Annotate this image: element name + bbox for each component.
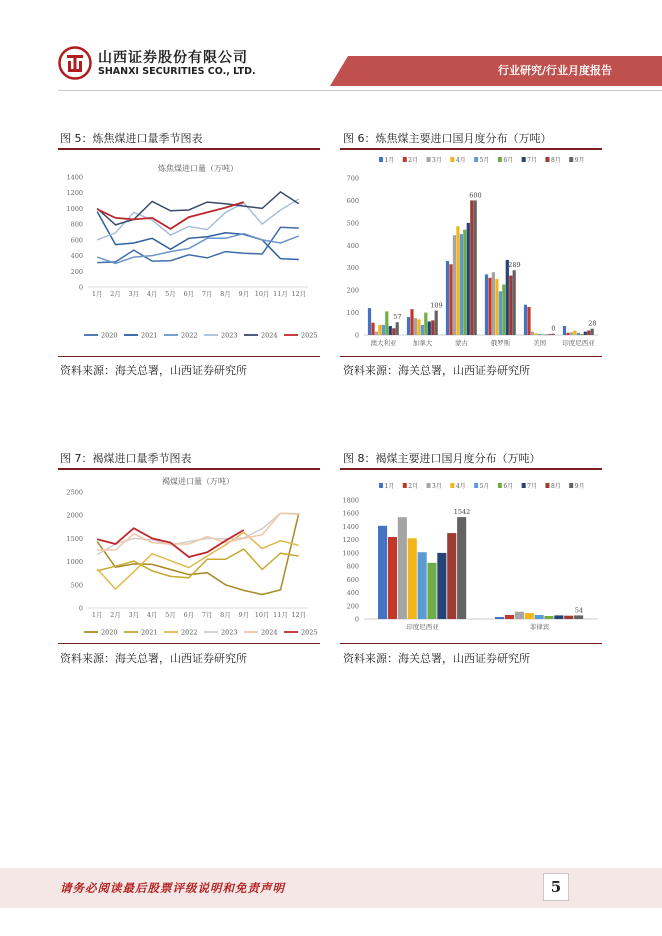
fig8-ytick-label: 400 bbox=[346, 589, 359, 598]
fig7-ytick-label: 1500 bbox=[66, 534, 83, 543]
fig5-legend-label: 2023 bbox=[221, 331, 238, 340]
fig6-bar-5月 bbox=[499, 291, 502, 335]
fig6-bar-8月 bbox=[392, 328, 395, 335]
fig5-xtick-label: 3月 bbox=[128, 290, 140, 298]
fig8-ytick-label: 0 bbox=[354, 615, 359, 624]
fig6-bar-6月 bbox=[541, 334, 544, 335]
fig8-legend-label: 9月 bbox=[574, 483, 585, 490]
fig6-bar-7月 bbox=[467, 223, 470, 335]
fig8-legend-label: 5月 bbox=[479, 483, 490, 490]
fig6-ytick-label: 700 bbox=[346, 174, 359, 183]
fig6-bar-2月 bbox=[410, 309, 413, 335]
fig5-ytick-label: 400 bbox=[70, 252, 83, 261]
fig6-bar-5月 bbox=[421, 325, 424, 335]
fig5-xtick-label: 2月 bbox=[110, 290, 121, 298]
fig7-xtick-label: 10月 bbox=[254, 611, 270, 619]
fig8-legend-swatch bbox=[522, 483, 526, 488]
fig6-bar-5月 bbox=[538, 334, 541, 335]
fig6-legend-label: 5月 bbox=[479, 157, 490, 164]
fig6-bar-1月 bbox=[368, 308, 371, 335]
fig5-xtick-label: 6月 bbox=[183, 290, 195, 298]
fig8-bar-8月 bbox=[447, 533, 456, 619]
fig5-ytick-label: 600 bbox=[70, 236, 83, 245]
fig6-bar-3月 bbox=[492, 272, 495, 335]
footer-disclaimer-link[interactable]: 请务必阅读最后股票评级说明和免责声明 bbox=[60, 881, 285, 895]
fig8-legend-label: 7月 bbox=[527, 483, 537, 490]
fig6-bar-3月 bbox=[570, 332, 573, 335]
fig8-legend-swatch bbox=[569, 483, 573, 488]
fig7-top-rule bbox=[58, 468, 320, 470]
fig6-ytick-label: 100 bbox=[346, 309, 359, 318]
fig6-bar-3月 bbox=[414, 318, 417, 335]
fig8-legend-swatch bbox=[450, 483, 454, 488]
fig5-xtick-label: 7月 bbox=[201, 290, 213, 298]
fig6-bar-1月 bbox=[524, 305, 527, 335]
fig6-data-label: 109 bbox=[430, 301, 443, 310]
fig8-legend-swatch bbox=[545, 483, 549, 488]
fig6-bar-8月 bbox=[587, 331, 590, 336]
fig6-category-label: 印度尼西亚 bbox=[562, 339, 595, 347]
fig5-ytick-label: 1400 bbox=[66, 173, 83, 182]
fig7-ytick-label: 2500 bbox=[66, 488, 83, 497]
fig8-bar-7月 bbox=[437, 553, 446, 619]
fig7-xtick-label: 9月 bbox=[238, 611, 250, 619]
fig8-ytick-label: 800 bbox=[346, 562, 359, 571]
fig7-legend-label: 2025 bbox=[301, 628, 318, 637]
fig6-bar-chart bbox=[340, 152, 602, 352]
fig6-bar-6月 bbox=[385, 311, 388, 335]
fig5-title: 图 5：炼焦煤进口量季节图表 bbox=[60, 132, 203, 145]
fig6-bar-6月 bbox=[502, 285, 505, 336]
fig6-category-label: 蒙古 bbox=[455, 339, 468, 347]
fig8-data-label: 54 bbox=[574, 606, 584, 615]
fig5-xtick-label: 1月 bbox=[91, 290, 103, 298]
fig6-bar-4月 bbox=[417, 319, 420, 335]
fig6-bar-7月 bbox=[545, 335, 548, 336]
fig7-legend-label: 2021 bbox=[141, 628, 158, 637]
fig8-ytick-label: 1600 bbox=[342, 509, 359, 518]
fig7-xtick-label: 8月 bbox=[220, 611, 231, 619]
fig6-data-label: 28 bbox=[588, 319, 597, 328]
fig8-bar-1月 bbox=[495, 617, 504, 619]
fig6-bar-7月 bbox=[389, 326, 392, 335]
fig7-legend-label: 2020 bbox=[101, 628, 118, 637]
fig6-bar-3月 bbox=[375, 332, 378, 335]
fig6-bar-3月 bbox=[531, 332, 534, 335]
fig7-legend-label: 2023 bbox=[221, 628, 238, 637]
fig8-bar-1月 bbox=[378, 526, 387, 619]
fig6-ytick-label: 400 bbox=[346, 241, 359, 250]
fig6-legend-swatch bbox=[522, 157, 526, 162]
fig6-bar-1月 bbox=[446, 261, 449, 335]
fig7-xtick-label: 4月 bbox=[146, 611, 158, 619]
fig8-legend-label: 2月 bbox=[408, 483, 419, 490]
fig6-bar-3月 bbox=[453, 235, 456, 335]
fig6-legend-label: 9月 bbox=[574, 157, 585, 164]
company-name-en: SHANXI SECURITIES CO., LTD. bbox=[98, 66, 256, 77]
fig6-bar-7月 bbox=[506, 260, 509, 335]
fig8-legend-swatch bbox=[498, 483, 502, 488]
fig6-legend-swatch bbox=[450, 157, 454, 162]
fig8-legend-swatch bbox=[474, 483, 478, 488]
fig8-title: 图 8：褐煤主要进口国月度分布（万吨） bbox=[343, 452, 541, 465]
fig6-category-label: 俄罗斯 bbox=[490, 339, 511, 347]
fig8-ytick-label: 200 bbox=[346, 602, 359, 611]
fig5-legend-label: 2022 bbox=[181, 331, 198, 340]
fig6-legend-swatch bbox=[545, 157, 549, 162]
fig6-bar-6月 bbox=[463, 230, 466, 335]
fig8-category-label: 菲律宾 bbox=[529, 623, 550, 631]
fig6-bar-4月 bbox=[534, 333, 537, 335]
fig7-ytick-label: 2000 bbox=[66, 511, 83, 520]
report-type-banner bbox=[330, 56, 662, 86]
fig8-bar-2月 bbox=[505, 615, 514, 619]
fig8-data-label: 1542 bbox=[453, 508, 471, 517]
fig7-xtick-label: 11月 bbox=[273, 611, 288, 619]
fig6-bar-2月 bbox=[488, 278, 491, 335]
fig7-ytick-label: 0 bbox=[78, 604, 83, 613]
fig7-xtick-label: 2月 bbox=[110, 611, 121, 619]
fig8-bar-5月 bbox=[535, 615, 544, 619]
fig6-ytick-label: 0 bbox=[354, 331, 359, 340]
fig6-legend-label: 1月 bbox=[384, 157, 395, 164]
fig8-bar-5月 bbox=[418, 552, 427, 619]
fig8-ytick-label: 1000 bbox=[342, 549, 359, 558]
fig6-bar-9月 bbox=[552, 334, 555, 335]
fig7-xtick-label: 1月 bbox=[91, 611, 103, 619]
fig5-source: 资料来源：海关总署，山西证券研究所 bbox=[60, 364, 247, 377]
fig7-line-chart bbox=[58, 472, 320, 642]
report-type-label: 行业研究/行业月度报告 bbox=[497, 64, 612, 77]
fig6-bar-7月 bbox=[584, 332, 587, 335]
fig8-source: 资料来源：海关总署，山西证券研究所 bbox=[343, 652, 530, 665]
fig6-bar-9月 bbox=[396, 322, 399, 335]
fig6-bar-8月 bbox=[548, 334, 551, 335]
fig5-ytick-label: 800 bbox=[70, 220, 83, 229]
fig7-chart-title: 褐煤进口量（万吨） bbox=[162, 477, 234, 486]
fig5-xtick-label: 11月 bbox=[273, 290, 288, 298]
fig6-legend-swatch bbox=[569, 157, 573, 162]
fig7-xtick-label: 7月 bbox=[201, 611, 213, 619]
fig5-legend-label: 2020 bbox=[101, 331, 118, 340]
fig5-xtick-label: 5月 bbox=[165, 290, 176, 298]
fig8-bar-2月 bbox=[388, 537, 397, 619]
fig6-legend-swatch bbox=[498, 157, 502, 162]
fig5-ytick-label: 1200 bbox=[66, 189, 83, 198]
fig8-legend-swatch bbox=[403, 483, 407, 488]
fig6-bar-8月 bbox=[509, 276, 512, 335]
fig8-legend-label: 6月 bbox=[503, 483, 514, 490]
header-divider bbox=[58, 90, 662, 91]
fig6-data-label: 600 bbox=[469, 191, 482, 200]
fig5-legend-label: 2025 bbox=[301, 331, 318, 340]
fig7-ytick-label: 1000 bbox=[66, 558, 83, 567]
fig5-xtick-label: 4月 bbox=[146, 290, 158, 298]
fig8-bar-7月 bbox=[554, 615, 563, 619]
fig6-source: 资料来源：海关总署，山西证券研究所 bbox=[343, 364, 530, 377]
fig7-title: 图 7：褐煤进口量季节图表 bbox=[60, 452, 192, 465]
fig6-bar-1月 bbox=[563, 326, 566, 335]
fig8-bar-chart bbox=[340, 472, 602, 642]
fig5-bottom-rule bbox=[58, 356, 320, 357]
fig6-legend-swatch bbox=[379, 157, 383, 162]
fig8-ytick-label: 600 bbox=[346, 575, 359, 584]
fig8-bar-3月 bbox=[398, 517, 407, 619]
fig7-xtick-label: 6月 bbox=[183, 611, 195, 619]
fig6-bar-8月 bbox=[470, 200, 473, 335]
fig5-xtick-label: 10月 bbox=[254, 290, 270, 298]
fig5-legend-label: 2024 bbox=[261, 331, 278, 340]
fig8-bar-8月 bbox=[564, 616, 573, 619]
fig6-legend-swatch bbox=[403, 157, 407, 162]
fig6-bar-4月 bbox=[378, 325, 381, 335]
fig8-bar-9月 bbox=[574, 615, 583, 619]
fig6-legend-swatch bbox=[427, 157, 431, 162]
fig8-category-label: 印度尼西亚 bbox=[406, 623, 439, 631]
fig6-bar-9月 bbox=[591, 329, 594, 335]
fig5-ytick-label: 0 bbox=[78, 283, 83, 292]
fig6-bar-5月 bbox=[460, 234, 463, 335]
page-number: 5 bbox=[543, 873, 569, 901]
fig6-bar-5月 bbox=[577, 333, 580, 335]
fig6-category-label: 澳大利亚 bbox=[370, 339, 397, 347]
fig6-bar-1月 bbox=[485, 274, 488, 335]
fig5-xtick-label: 8月 bbox=[220, 290, 231, 298]
fig6-ytick-label: 300 bbox=[346, 264, 359, 273]
fig5-line-chart bbox=[58, 152, 320, 347]
fig6-legend-label: 3月 bbox=[432, 157, 442, 164]
fig5-chart-title: 炼焦煤进口量（万吨） bbox=[158, 164, 238, 173]
fig8-bar-4月 bbox=[408, 538, 417, 619]
fig8-legend-swatch bbox=[427, 483, 431, 488]
fig8-legend-swatch bbox=[379, 483, 383, 488]
fig8-top-rule bbox=[340, 468, 602, 470]
fig6-legend-label: 6月 bbox=[503, 157, 514, 164]
fig6-bar-7月 bbox=[428, 322, 431, 336]
fig8-bar-6月 bbox=[544, 616, 553, 619]
fig8-bar-3月 bbox=[515, 612, 524, 619]
company-name-cn: 山西证券股份有限公司 bbox=[98, 50, 248, 66]
fig6-bar-9月 bbox=[474, 200, 477, 335]
fig6-bar-2月 bbox=[371, 323, 374, 335]
fig6-ytick-label: 500 bbox=[346, 219, 359, 228]
fig6-bar-4月 bbox=[495, 279, 498, 335]
fig6-data-label: 57 bbox=[393, 313, 402, 322]
fig6-bar-9月 bbox=[435, 311, 438, 335]
fig7-xtick-label: 12月 bbox=[291, 611, 307, 619]
fig6-bottom-rule bbox=[340, 356, 602, 357]
fig7-ytick-label: 500 bbox=[70, 581, 83, 590]
fig6-bar-2月 bbox=[566, 333, 569, 335]
fig6-legend-label: 2月 bbox=[408, 157, 419, 164]
fig8-ytick-label: 1400 bbox=[342, 522, 359, 531]
fig8-legend-label: 1月 bbox=[384, 483, 395, 490]
fig7-xtick-label: 5月 bbox=[165, 611, 176, 619]
fig8-ytick-label: 1800 bbox=[342, 496, 359, 505]
fig8-legend-label: 4月 bbox=[455, 483, 466, 490]
fig7-series-line-2024 bbox=[97, 513, 299, 550]
fig6-bar-4月 bbox=[456, 226, 459, 335]
fig8-bar-9月 bbox=[457, 517, 466, 619]
fig6-bar-1月 bbox=[407, 317, 410, 335]
fig7-legend-label: 2022 bbox=[181, 628, 198, 637]
fig6-bar-9月 bbox=[513, 270, 516, 335]
fig8-bar-6月 bbox=[427, 563, 436, 619]
fig6-bar-6月 bbox=[580, 334, 583, 335]
fig8-legend-label: 3月 bbox=[432, 483, 442, 490]
fig8-ytick-label: 1200 bbox=[342, 536, 359, 545]
fig8-legend-label: 8月 bbox=[550, 483, 561, 490]
fig8-bar-4月 bbox=[525, 613, 534, 619]
fig7-xtick-label: 3月 bbox=[128, 611, 140, 619]
fig7-legend-label: 2024 bbox=[261, 628, 278, 637]
fig6-bar-6月 bbox=[424, 313, 427, 335]
fig5-ytick-label: 200 bbox=[70, 267, 83, 276]
company-logo-icon bbox=[58, 46, 92, 80]
fig5-top-rule bbox=[58, 148, 320, 150]
fig5-series-line-2020 bbox=[97, 227, 299, 262]
fig7-source: 资料来源：海关总署，山西证券研究所 bbox=[60, 652, 247, 665]
fig6-top-rule bbox=[340, 148, 602, 150]
page-header bbox=[0, 0, 662, 88]
fig6-title: 图 6：炼焦煤主要进口国月度分布（万吨） bbox=[343, 132, 552, 145]
fig5-ytick-label: 1000 bbox=[66, 204, 83, 213]
fig5-xtick-label: 9月 bbox=[238, 290, 250, 298]
fig6-legend-label: 8月 bbox=[550, 157, 561, 164]
fig6-legend-label: 7月 bbox=[527, 157, 537, 164]
fig6-data-label: 289 bbox=[508, 261, 521, 270]
fig6-data-label: 0 bbox=[551, 324, 556, 333]
fig6-category-label: 美国 bbox=[533, 339, 546, 347]
fig6-legend-swatch bbox=[474, 157, 478, 162]
fig6-bar-8月 bbox=[431, 320, 434, 335]
fig6-category-label: 加拿大 bbox=[412, 339, 433, 347]
fig5-legend-label: 2021 bbox=[141, 331, 158, 340]
fig7-bottom-rule bbox=[58, 643, 320, 644]
fig6-ytick-label: 200 bbox=[346, 286, 359, 295]
fig8-bottom-rule bbox=[340, 643, 602, 644]
fig5-xtick-label: 12月 bbox=[291, 290, 307, 298]
fig6-bar-2月 bbox=[449, 264, 452, 335]
fig6-bar-5月 bbox=[382, 325, 385, 335]
fig6-legend-label: 4月 bbox=[455, 157, 466, 164]
fig6-bar-2月 bbox=[527, 307, 530, 335]
fig6-bar-4月 bbox=[573, 331, 576, 336]
fig6-ytick-label: 600 bbox=[346, 196, 359, 205]
